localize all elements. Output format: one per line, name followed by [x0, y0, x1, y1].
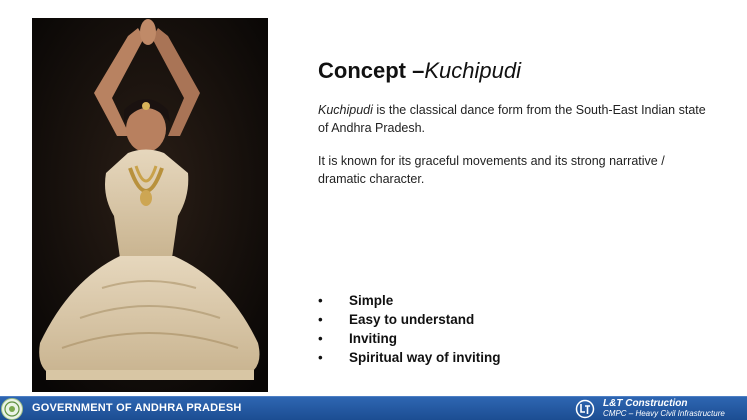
paragraph-1-text: is the classical dance form from the South-East Indian state of Andhra Pradesh.	[318, 103, 706, 135]
andhra-pradesh-emblem-icon	[1, 398, 23, 420]
bullet-text: Easy to understand	[349, 312, 475, 327]
bullet-marker: •	[318, 312, 323, 327]
bullet-text: Spiritual way of inviting	[349, 350, 501, 365]
bullet-text: Simple	[349, 293, 394, 308]
kuchipudi-dancer-photo	[32, 18, 268, 392]
division-name: CMPC – Heavy Civil Infrastructure	[603, 409, 725, 418]
bullet-text: Inviting	[349, 331, 397, 346]
bullet-list	[318, 291, 501, 367]
company-name: L&T Construction	[603, 398, 688, 409]
footer-bar	[0, 396, 747, 420]
title-prefix: Concept –	[318, 58, 425, 83]
bullet-item	[318, 329, 501, 348]
bullet-marker: •	[318, 350, 323, 365]
bullet-marker: •	[318, 293, 323, 308]
bullet-marker: •	[318, 331, 323, 346]
bullet-item	[318, 291, 501, 310]
bullet-item	[318, 310, 501, 329]
government-label: GOVERNMENT OF ANDHRA PRADESH	[32, 402, 242, 414]
description-paragraph-1	[318, 101, 708, 137]
title-dance-name: Kuchipudi	[424, 58, 521, 83]
dance-name-italic: Kuchipudi	[318, 103, 373, 117]
lt-logo-icon	[575, 399, 595, 419]
description-paragraph-2: It is known for its graceful movements and its strong narrative / dramatic character.	[318, 154, 665, 186]
bullet-item	[318, 348, 501, 367]
slide-title	[318, 58, 521, 84]
